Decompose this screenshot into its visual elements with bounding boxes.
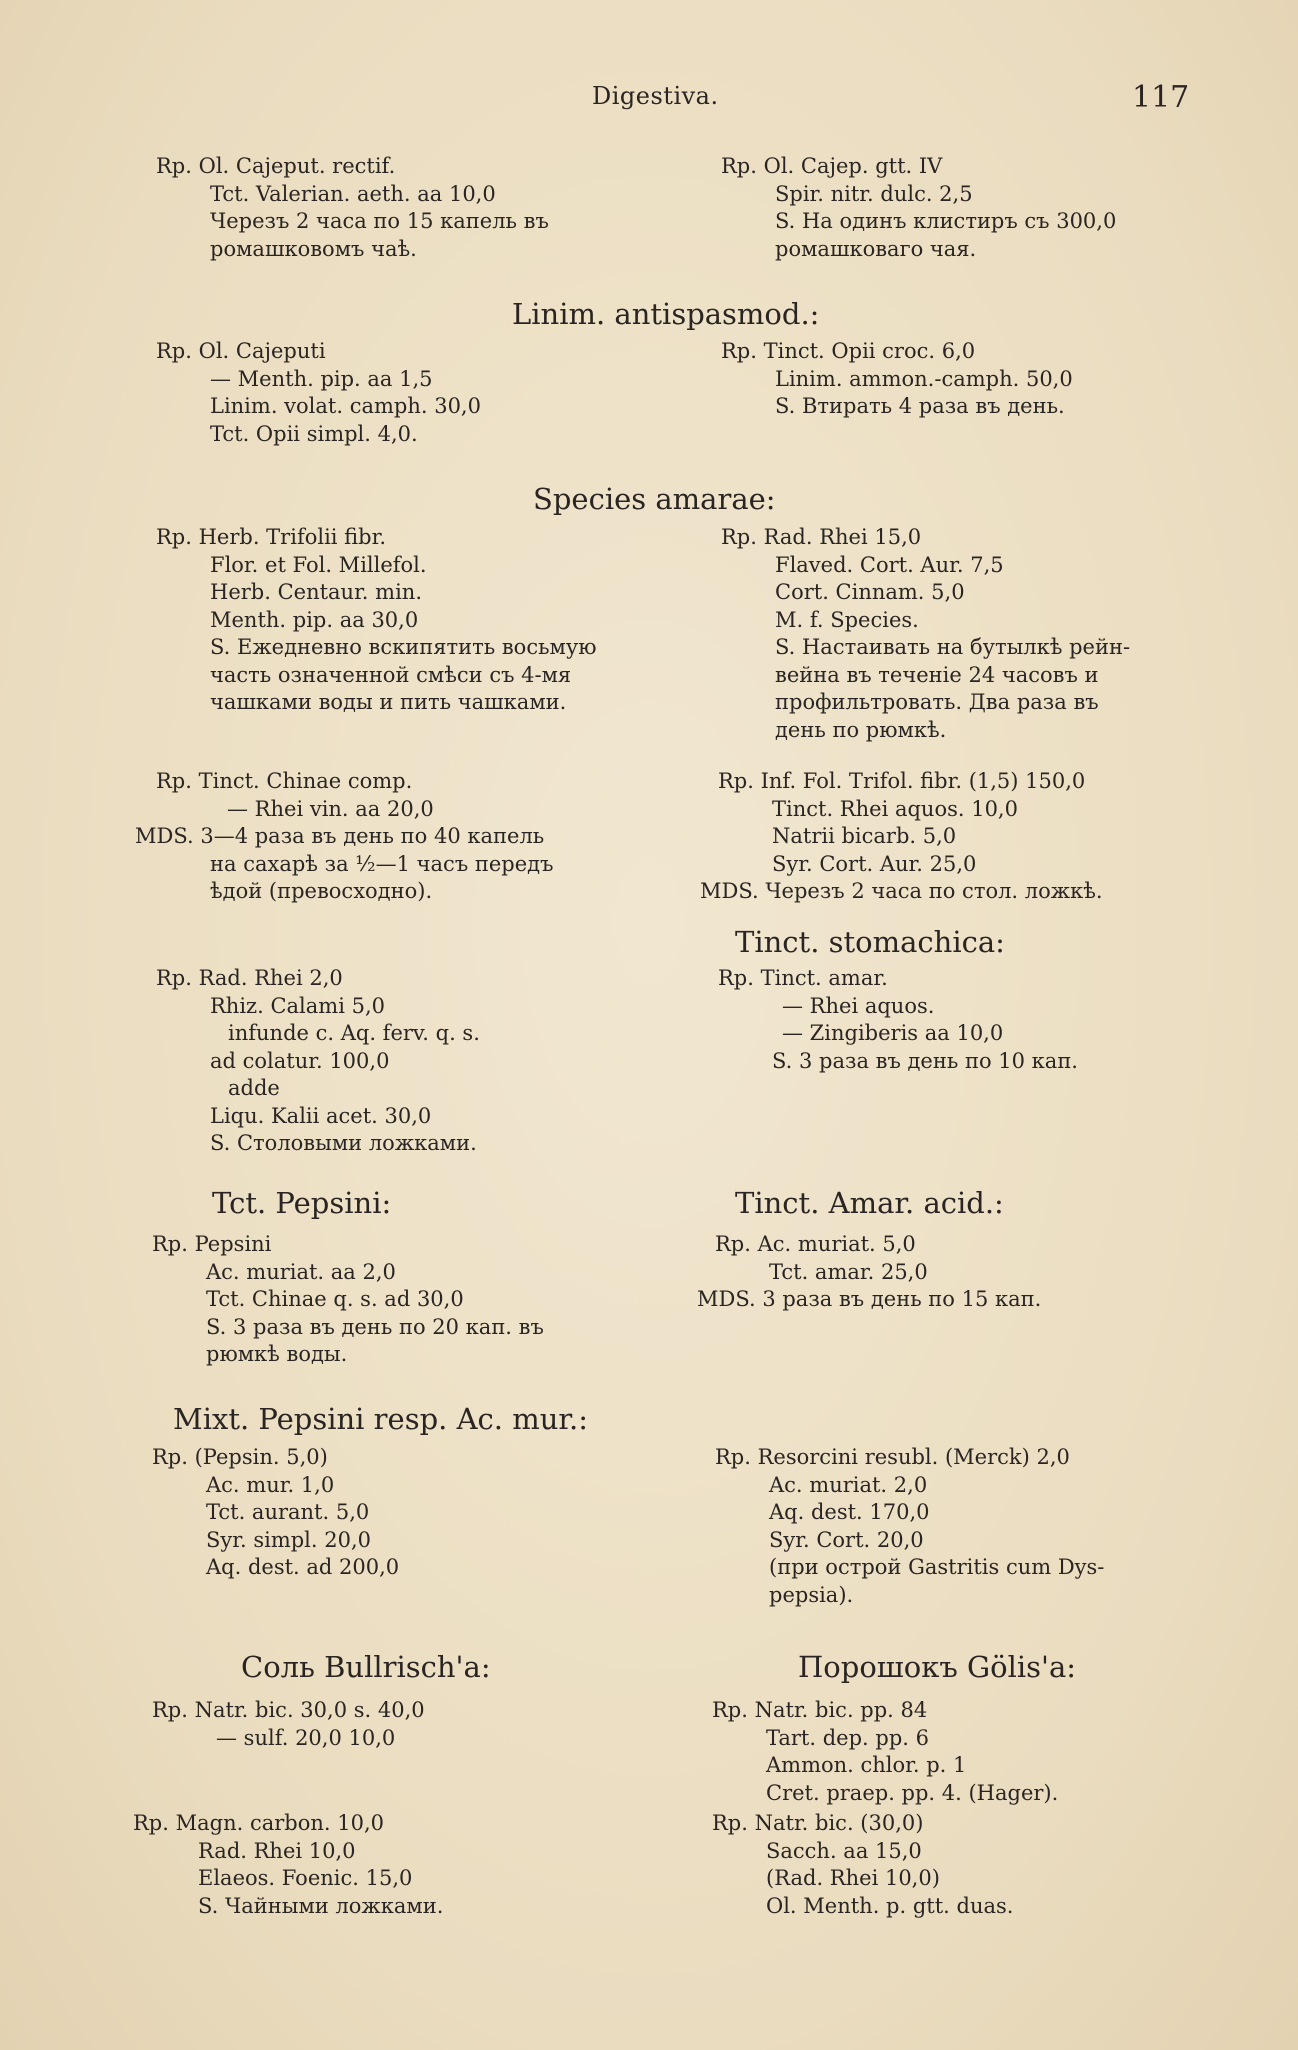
recipe-block [156, 338, 481, 448]
recipe-block [712, 1697, 1058, 1807]
recipe-line: Tct. Chinae q. s. ad 30,0 [206, 1287, 464, 1311]
recipe-line: — Zingiberis aa 10,0 [782, 1021, 1004, 1045]
recipe-line: Rp. Natr. bic. (30,0) [712, 1811, 924, 1835]
recipe-block [700, 768, 1103, 906]
section-heading: Tct. Pepsini: [212, 1186, 392, 1220]
recipe-line: рюмкѣ воды. [206, 1342, 348, 1366]
recipe-line: (Rad. Rhei 10,0) [766, 1866, 940, 1890]
recipe-line: Tart. dep. pp. 6 [766, 1725, 929, 1750]
recipe-line: Rp. Tinct. Opii croc. 6,0 [721, 339, 976, 363]
recipe-line: Aq. dest. 170,0 [769, 1500, 930, 1524]
recipe-block [712, 1810, 1013, 1920]
recipe-line: Liqu. Kalii acet. 30,0 [210, 1103, 432, 1128]
recipe-block [721, 338, 1073, 421]
recipe-line: ромашковаго чая. [775, 236, 977, 261]
recipe-line: Syr. Cort. 20,0 [769, 1527, 924, 1552]
recipe-block [156, 965, 480, 1158]
recipe-line: S. Ежедневно вскипятить восьмую [210, 635, 597, 659]
recipe-line: Cret. praep. pp. 4. (Hager). [766, 1780, 1059, 1805]
section-heading: Tinct. stomachica: [735, 925, 1005, 959]
recipe-line: Ol. Menth. p. gtt. duas. [766, 1893, 1014, 1918]
recipe-line: Tct. aurant. 5,0 [206, 1500, 370, 1524]
recipe-block [721, 153, 1116, 263]
recipe-line: Tct. Opii simpl. 4,0. [210, 421, 418, 446]
recipe-line: MDS. 3 раза въ день по 15 кап. [697, 1287, 1042, 1311]
recipe-line: Tct. amar. 25,0 [769, 1259, 928, 1284]
recipe-line: профильтровать. Два раза въ [775, 690, 1099, 714]
recipe-line: Spir. nitr. dulc. 2,5 [775, 181, 973, 206]
recipe-block [718, 965, 1078, 1075]
recipe-line: S. Настаивать на бутылкѣ рейн- [775, 635, 1131, 659]
recipe-line: adde [228, 1076, 280, 1100]
recipe-line: — Rhei vin. aa 20,0 [227, 796, 434, 821]
recipe-line: Rp. Ac. muriat. 5,0 [715, 1232, 916, 1256]
recipe-line: Syr. simpl. 20,0 [206, 1527, 372, 1552]
recipe-line: Menth. pip. aa 30,0 [210, 607, 419, 632]
recipe-line: — Rhei aquos. [782, 993, 935, 1018]
section-heading: Linim. antispasmod.: [512, 297, 820, 331]
recipe-line: (при острой Gastritis cum Dys- [769, 1555, 1105, 1579]
recipe-block [697, 1231, 1041, 1314]
recipe-line: Linim. volat. camph. 30,0 [210, 394, 481, 418]
recipe-line: Ac. mur. 1,0 [206, 1472, 335, 1497]
recipe-line: Tinct. Rhei aquos. 10,0 [772, 796, 1018, 821]
recipe-line: Rp. Resorcini resubl. (Merck) 2,0 [715, 1445, 1070, 1469]
section-heading: Соль Bullrisch'a: [241, 1650, 491, 1684]
recipe-line: Rp. Herb. Trifolii fibr. [156, 525, 387, 549]
recipe-line: Rp. Rad. Rhei 15,0 [721, 525, 922, 549]
recipe-line: ѣдой (превосходно). [210, 879, 433, 903]
recipe-block [721, 524, 1130, 744]
recipe-block [152, 1697, 425, 1752]
recipe-block [156, 153, 549, 263]
section-heading: Mixt. Pepsini resp. Ac. mur.: [173, 1402, 589, 1436]
recipe-line: чашками воды и пить чашками. [210, 690, 567, 714]
recipe-block [715, 1444, 1104, 1609]
recipe-line: Ammon. chlor. p. 1 [766, 1753, 967, 1777]
recipe-block [152, 1231, 544, 1369]
recipe-line: S. Втирать 4 раза въ день. [775, 394, 1065, 418]
recipe-line: Rp. Ol. Cajep. gtt. IV [721, 154, 943, 178]
recipe-line: — sulf. 20,0 10,0 [216, 1725, 396, 1750]
recipe-line: Flaved. Cort. Aur. 7,5 [775, 552, 1004, 577]
recipe-line: Черезъ 2 часа по 15 капель въ [210, 209, 549, 233]
recipe-line: Syr. Cort. Aur. 25,0 [772, 851, 977, 876]
recipe-line: ad colatur. 100,0 [210, 1048, 390, 1073]
recipe-line: Rp. Magn. carbon. 10,0 [133, 1811, 384, 1835]
recipe-line: M. f. Species. [775, 607, 919, 632]
recipe-line: infunde c. Aq. ferv. q. s. [228, 1021, 480, 1045]
recipe-line: MDS. 3—4 раза въ день по 40 капель [135, 824, 545, 848]
recipe-line: Rp. Inf. Fol. Trifol. fibr. (1,5) 150,0 [718, 769, 1086, 793]
recipe-line: MDS. Черезъ 2 часа по стол. ложкѣ. [700, 879, 1103, 903]
recipe-line: Rp. (Pepsin. 5,0) [152, 1445, 328, 1469]
section-heading: Tinct. Amar. acid.: [735, 1186, 1004, 1220]
recipe-line: Rp. Pepsini [152, 1232, 272, 1256]
recipe-line: pepsia). [769, 1582, 854, 1607]
recipe-block [152, 1444, 399, 1582]
recipe-block [135, 768, 553, 906]
recipe-line: Ac. muriat. 2,0 [769, 1472, 928, 1497]
recipe-line: Rp. Ol. Cajeput. rectif. [156, 154, 396, 178]
recipe-line: Herb. Centaur. min. [210, 580, 422, 604]
recipe-line: Cort. Cinnam. 5,0 [775, 580, 965, 604]
recipe-line: S. 3 раза въ день по 10 кап. [772, 1048, 1078, 1073]
recipe-line: часть означенной смѣси съ 4-мя [210, 662, 572, 687]
recipe-line: S. На одинъ клистиръ съ 300,0 [775, 209, 1117, 233]
recipe-line: Rp. Tinct. Chinae comp. [156, 769, 413, 793]
recipe-line: Linim. ammon.-camph. 50,0 [775, 366, 1073, 391]
page-number: 117 [1132, 80, 1190, 115]
recipe-line: ромашковомъ чаѣ. [210, 236, 417, 261]
recipe-line: Rp. Natr. bic. pp. 84 [712, 1698, 928, 1722]
recipe-line: вейна въ теченіе 24 часовъ и [775, 662, 1099, 687]
recipe-line: Elaeos. Foenic. 15,0 [198, 1866, 413, 1890]
recipe-line: Rhiz. Calami 5,0 [210, 993, 385, 1018]
recipe-line: — Menth. pip. aa 1,5 [210, 366, 433, 391]
recipe-line: на сахарѣ за ½—1 часъ передъ [210, 851, 554, 876]
recipe-line: Rp. Natr. bic. 30,0 s. 40,0 [152, 1698, 425, 1722]
recipe-line: день по рюмкѣ. [775, 717, 947, 742]
recipe-line: Rp. Tinct. amar. [718, 966, 888, 990]
recipe-line: Rp. Ol. Cajeputi [156, 339, 326, 363]
recipe-line: Aq. dest. ad 200,0 [206, 1555, 400, 1579]
recipe-line: Rad. Rhei 10,0 [198, 1838, 356, 1863]
section-heading: Порошокъ Gölis'a: [798, 1650, 1077, 1684]
recipe-line: Flor. et Fol. Millefol. [210, 552, 427, 577]
recipe-block [156, 524, 596, 717]
recipe-line: Natrii bicarb. 5,0 [772, 824, 957, 848]
recipe-line: S. 3 раза въ день по 20 кап. въ [206, 1314, 544, 1339]
recipe-line: Rp. Rad. Rhei 2,0 [156, 966, 343, 990]
recipe-line: S. Чайными ложками. [198, 1893, 444, 1918]
section-heading: Species amarae: [533, 482, 776, 516]
recipe-block [133, 1810, 443, 1920]
recipe-line: S. Столовыми ложками. [210, 1131, 477, 1155]
running-title: Digestiva. [592, 82, 719, 110]
recipe-line: Ac. muriat. aa 2,0 [206, 1259, 396, 1284]
recipe-line: Sacch. aa 15,0 [766, 1838, 922, 1863]
recipe-line: Tct. Valerian. aeth. aa 10,0 [210, 181, 496, 206]
